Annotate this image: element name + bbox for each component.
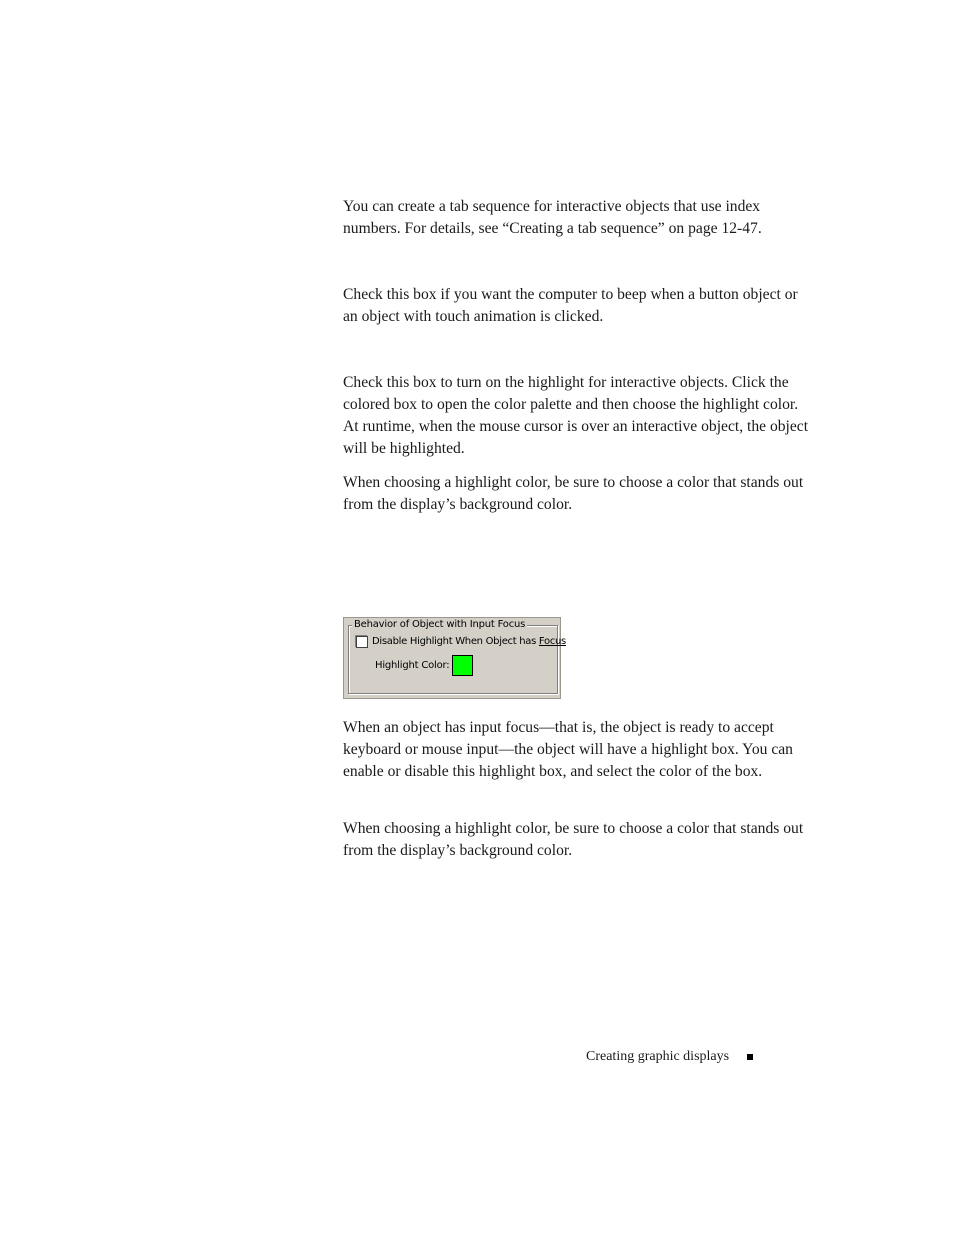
input-focus-dialog: [343, 617, 566, 699]
highlight-color-swatch[interactable]: [452, 655, 473, 676]
input-focus-tip-paragraph: When choosing a highlight color, be sure to choose a color that stands out from the display’s background color.: [343, 820, 804, 859]
beep-paragraph: Check this box if you want the computer to beep when a button object or an object with touch animation is clicked.: [343, 286, 798, 325]
input-focus-paragraph: When an object has input focus—that is, the object is ready to accept keyboard or mouse input—the object will have a highlight box. You can enable or disable this highlight box, and select the color of the box.: [343, 719, 793, 780]
highlight-color-label: Highlight Color:: [375, 660, 450, 671]
footer-square-bullet-icon: [747, 1054, 753, 1060]
footer-chapter-title: Creating graphic displays: [586, 1049, 730, 1064]
highlight-paragraph: Check this box to turn on the highlight for interactive objects. Click the colored box to open the color palette and then choose the highlight color. At runtime, when the mouse cursor is over an interactive object, the object will be highlighted.: [343, 374, 809, 457]
disable-highlight-checkbox[interactable]: [356, 636, 368, 648]
focus-accelerator: Focus: [538, 636, 566, 647]
highlight-tip-paragraph: When choosing a highlight color, be sure to choose a color that stands out from the display’s background color.: [343, 474, 804, 513]
groupbox-title: Behavior of Object with Input Focus: [354, 619, 526, 630]
disable-highlight-label[interactable]: Disable Highlight When Object has Focus: [372, 636, 566, 647]
tab-sequence-paragraph: You can create a tab sequence for interactive objects that use index numbers. For details, see “Creating a tab sequence” on page 12-47.: [343, 198, 762, 237]
